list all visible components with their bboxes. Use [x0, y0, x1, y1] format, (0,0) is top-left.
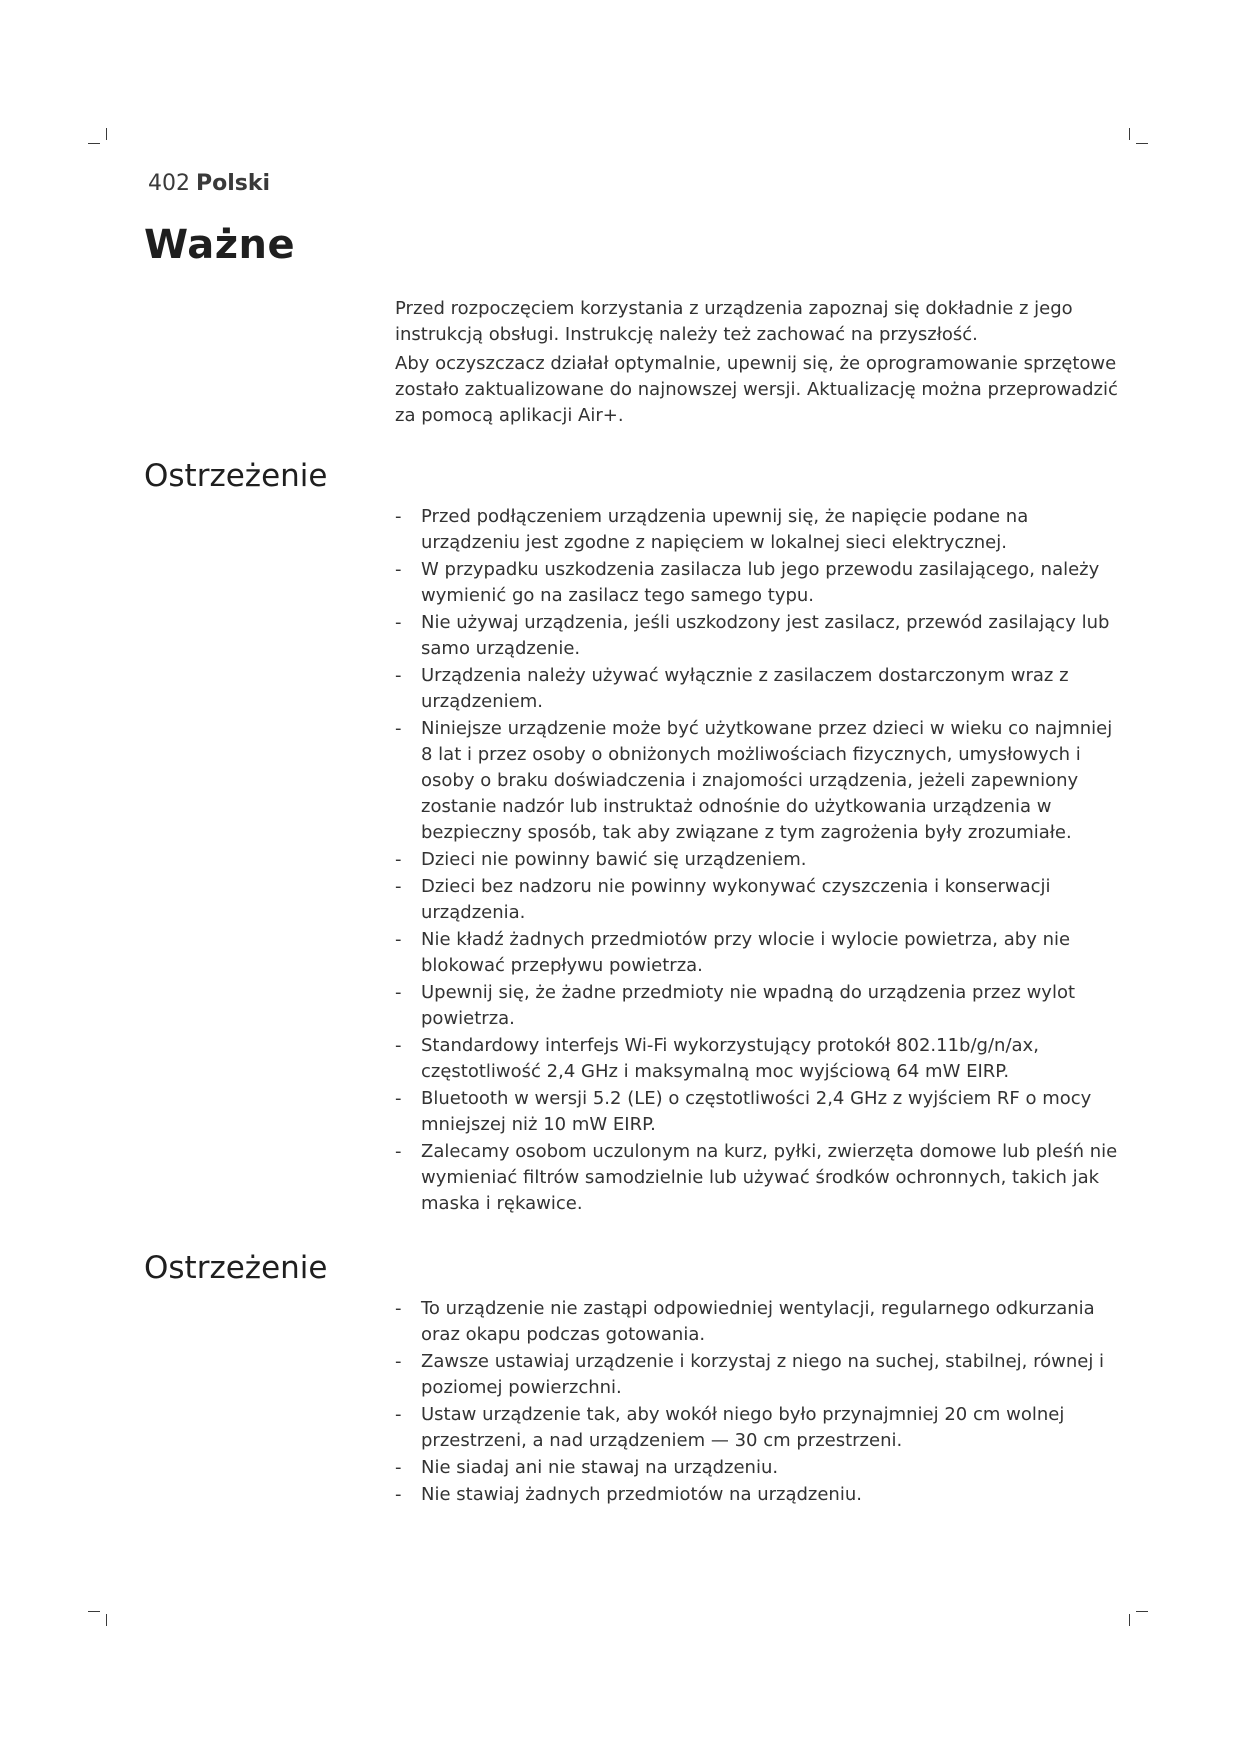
list-item: - Upewnij się, że żadne przedmioty nie wpadną do urządzenia przez wylot powietrza.: [395, 982, 1076, 1029]
important-paragraph-2: Aby oczyszczacz działał optymalnie, upewnij się, że oprogramowanie sprzętowe zostało zaktualizowane do najnowszej wersji. Aktualizację można przeprowadzić za pomocą aplikacji Air+.: [395, 353, 1118, 426]
list-item: - Zawsze ustawiaj urządzenie i korzystaj z niego na suchej, stabilnej, równej i poziomej powierzchni.: [395, 1351, 1105, 1398]
bullet-marker: -: [395, 1035, 402, 1056]
list-item: - Dzieci bez nadzoru nie powinny wykonywać czyszczenia i konserwacji urządzenia.: [395, 876, 1051, 923]
page-language: Polski: [196, 171, 271, 196]
list-item: - Zalecamy osobom uczulonym na kurz, pyłki, zwierzęta domowe lub pleśń nie wymieniać filtrów samodzielnie lub używać środków ochronnych, takich jak maska i rękawice.: [395, 1141, 1118, 1214]
list-item: - To urządzenie nie zastąpi odpowiedniej wentylacji, regularnego odkurzania oraz okapu podczas gotowania.: [395, 1298, 1095, 1345]
warning-heading-1: Ostrzeżenie: [144, 458, 328, 494]
list-item: - Dzieci nie powinny bawić się urządzeniem.: [395, 847, 1120, 873]
list-item: - Urządzenia należy używać wyłącznie z zasilaczem dostarczonym wraz z urządzeniem.: [395, 665, 1069, 712]
warning-heading-2: Ostrzeżenie: [144, 1250, 328, 1286]
crop-mark: [106, 128, 107, 140]
bullet-marker: -: [395, 1141, 402, 1162]
warning-list-2: [395, 1296, 1120, 1509]
crop-mark: [88, 143, 100, 144]
crop-mark: [1136, 143, 1148, 144]
list-item: - Nie kładź żadnych przedmiotów przy wlocie i wylocie powietrza, aby nie blokować przepływu powietrza.: [395, 929, 1071, 976]
bullet-marker: -: [395, 506, 402, 527]
bullet-marker: -: [395, 1298, 402, 1319]
important-heading: Ważne: [144, 222, 296, 268]
list-item: - Przed podłączeniem urządzenia upewnij się, że napięcie podane na urządzeniu jest zgodne z napięciem w lokalnej sieci elektrycznej.: [395, 506, 1029, 553]
crop-mark: [88, 1611, 100, 1612]
bullet-marker: -: [395, 982, 402, 1003]
list-item: - Niniejsze urządzenie może być użytkowane przez dzieci w wieku co najmniej 8 lat i przez osoby o obniżonych możliwościach fizycznych, umysłowych i osoby o braku doświadczenia i znajomości urządzenia, jeżeli zapewniony zostanie nadzór lub instruktaż odnośnie do użytkowania urządzenia w bezpieczny sposób, tak aby związane z tym zagrożenia były zrozumiałe.: [395, 718, 1113, 843]
crop-mark: [1129, 1614, 1130, 1626]
important-section: [395, 296, 1125, 432]
list-item: - Nie siadaj ani nie stawaj na urządzeniu.: [395, 1455, 1120, 1481]
list-item: - Standardowy interfejs Wi-Fi wykorzystujący protokół 802.11b/g/n/ax, częstotliwość 2,4 GHz i maksymalną moc wyjściową 64 mW EIRP.: [395, 1035, 1039, 1082]
bullet-marker: -: [395, 718, 402, 739]
bullet-marker: -: [395, 559, 402, 580]
bullet-marker: -: [395, 612, 402, 633]
bullet-marker: -: [395, 849, 402, 870]
list-item: - Ustaw urządzenie tak, aby wokół niego było przynajmniej 20 cm wolnej przestrzeni, a nad urządzeniem — 30 cm przestrzeni.: [395, 1404, 1065, 1451]
list-item: - W przypadku uszkodzenia zasilacza lub jego przewodu zasilającego, należy wymienić go na zasilacz tego samego typu.: [395, 559, 1100, 606]
list-item: - Nie używaj urządzenia, jeśli uszkodzony jest zasilacz, przewód zasilający lub samo urządzenie.: [395, 612, 1110, 659]
bullet-marker: -: [395, 1457, 402, 1478]
important-paragraph-1: Przed rozpoczęciem korzystania z urządzenia zapoznaj się dokładnie z jego instrukcją obsługi. Instrukcję należy też zachować na przyszłość.: [395, 298, 1073, 345]
warning-list-1: [395, 504, 1120, 1218]
bullet-marker: -: [395, 1351, 402, 1372]
bullet-marker: -: [395, 1404, 402, 1425]
page-number: 402: [148, 171, 190, 196]
page-header: [148, 170, 270, 198]
bullet-marker: -: [395, 1088, 402, 1109]
list-item: - Bluetooth w wersji 5.2 (LE) o częstotliwości 2,4 GHz z wyjściem RF o mocy mniejszej niż 10 mW EIRP.: [395, 1088, 1092, 1135]
bullet-marker: -: [395, 876, 402, 897]
bullet-marker: -: [395, 1484, 402, 1505]
crop-mark: [1136, 1611, 1148, 1612]
list-item: - Nie stawiaj żadnych przedmiotów na urządzeniu.: [395, 1482, 1120, 1508]
bullet-marker: -: [395, 665, 402, 686]
bullet-marker: -: [395, 929, 402, 950]
crop-mark: [1129, 128, 1130, 140]
crop-mark: [106, 1614, 107, 1626]
